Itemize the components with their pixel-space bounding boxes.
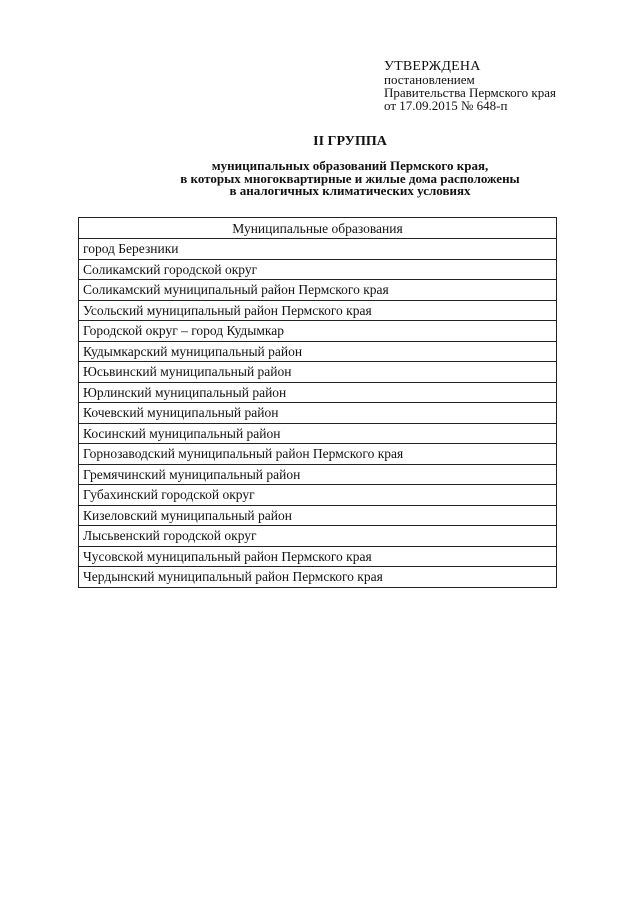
table-row <box>79 464 557 485</box>
municipality-cell: Чердынский муниципальный район Пермского края <box>79 567 557 588</box>
document-heading <box>60 134 640 198</box>
table-row <box>79 444 557 465</box>
table-header-cell: Муниципальные образования <box>79 218 557 239</box>
municipality-cell: Юсьвинский муниципальный район <box>79 362 557 383</box>
table-row <box>79 239 557 260</box>
municipality-cell: Кочевский муниципальный район <box>79 403 557 424</box>
municipality-cell: город Березники <box>79 239 557 260</box>
table-body <box>79 239 557 588</box>
table-row <box>79 382 557 403</box>
municipality-cell: Соликамский муниципальный район Пермского края <box>79 280 557 301</box>
heading-subtitle-line-3: в аналогичных климатических условиях <box>229 183 471 198</box>
table-row <box>79 321 557 342</box>
table-row <box>79 280 557 301</box>
table-row <box>79 423 557 444</box>
table-row <box>79 505 557 526</box>
municipality-cell: Гремячинский муниципальный район <box>79 464 557 485</box>
group-title: II ГРУППА <box>313 134 387 149</box>
table-row <box>79 546 557 567</box>
approval-line-date-number: от 17.09.2015 № 648-п <box>384 98 508 113</box>
municipalities-table <box>78 217 557 588</box>
municipality-cell: Юрлинский муниципальный район <box>79 382 557 403</box>
table-row <box>79 403 557 424</box>
municipality-cell: Губахинский городской округ <box>79 485 557 506</box>
approval-line-resolution: постановлением <box>384 72 475 87</box>
table-row <box>79 341 557 362</box>
municipality-cell: Горнозаводский муниципальный район Пермского края <box>79 444 557 465</box>
municipality-cell: Соликамский городской округ <box>79 259 557 280</box>
municipality-cell: Лысьвенский городской округ <box>79 526 557 547</box>
approval-line-government: Правительства Пермского края <box>384 85 556 100</box>
municipality-cell: Городской округ – город Кудымкар <box>79 321 557 342</box>
table-row <box>79 485 557 506</box>
table-row <box>79 526 557 547</box>
heading-subtitle-line-2: в которых многоквартирные и жилые дома расположены <box>180 170 520 186</box>
municipality-cell: Кизеловский муниципальный район <box>79 505 557 526</box>
municipality-cell: Чусовской муниципальный район Пермского края <box>79 546 557 567</box>
municipality-cell: Усольский муниципальный район Пермского края <box>79 300 557 321</box>
table-row <box>79 567 557 588</box>
municipality-cell: Кудымкарский муниципальный район <box>79 341 557 362</box>
approval-stamp: УТВЕРЖДЕНА <box>384 59 481 74</box>
approval-block <box>384 60 634 112</box>
table-row <box>79 362 557 383</box>
table-row <box>79 300 557 321</box>
municipality-cell: Косинский муниципальный район <box>79 423 557 444</box>
heading-subtitle-line-1: муниципальных образований Пермского края, <box>211 158 489 173</box>
table-header-row <box>79 218 557 239</box>
table-row <box>79 259 557 280</box>
